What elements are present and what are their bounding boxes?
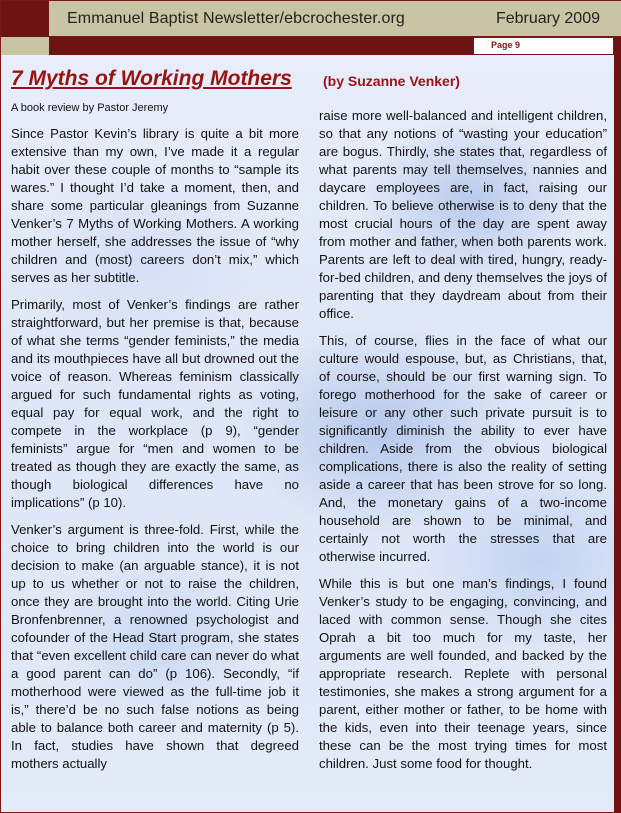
paragraph: This, of course, flies in the face of what our culture would espouse, but, as Christians, that, of course, should be our first warning sign. To forego motherhood for the sake of career or leisure or any other such private pursuit is to significantly diminish the ability to ever have children. Aside from the obvious biological complications, there is also the reality of setting aside a career that has been strove for so long. And, the monetary gains of a two-income household are shown to be minimal, and certainly not worth the stresses that are otherwise incurred. (319, 333, 607, 564)
issue-date: February 2009 (495, 10, 600, 27)
paragraph: While this is but one man’s findings, I found Venker’s study to be engaging, convincing, and laced with common sense. Though she cites Oprah a bit too much for my taste, her arguments are well founded, and backed by the appropriate research. Replete with personal testimonies, she makes a strong argument for a parent, either mother or father, to be home with the kids, even into their teenage years, since these can be the most trying times for most children. Just some food for thought. (319, 576, 607, 771)
article-title: 7 Myths of Working Mothers (11, 67, 292, 90)
paragraph: Since Pastor Kevin’s library is quite a bit more extensive than my own, I’ve made it a regular habit over these couple of months to “sample its wares.” I thought I’d take a moment, then, and share some particular gleanings from Suzanne Venker’s 7 Myths of Working Mothers. A working mother herself, she addresses the issue of “why children and (most) careers don’t mix,” which serves as her subtitle. (11, 126, 299, 285)
header-dark-strip (49, 37, 473, 55)
right-border-bar (614, 37, 621, 813)
header-khaki-strip (1, 37, 49, 55)
left-column (11, 125, 299, 782)
article-byline: (by Suzanne Venker) (323, 73, 460, 89)
newsletter-title: Emmanuel Baptist Newsletter/ebcrochester.org (67, 10, 405, 27)
reviewer-line: A book review by Pastor Jeremy (11, 102, 169, 114)
paragraph: raise more well-balanced and intelligent children, so that any notions of “wasting your education” are bogus. Thirdly, she states that, regardless of what parents may tell themselves, nannies and daycare employees are, in fact, raising our children. To believe otherwise is to deny that the most crucial hours of the day are spent away from mother and father, when both parents work. Parents are left to deal with tired, hungry, ready-for-bed children, and deny themselves the joys of parenting that they daydream about from their office. (319, 108, 607, 321)
right-column (319, 107, 607, 782)
paragraph: Venker’s argument is three-fold. First, while the choice to bring children into the world is our decision to make (an arguable stance), it is not up to us whether or not to raise the children, once they are brought into the world. Citing Urie Bronfenbrenner, a renowned psychologist and cofounder of the Head Start program, she states that “even excellent child care can never do what a good parent can do” (p 106). Secondly, “if motherhood were viewed as the full-time job it is,” there’d be no such false notions as being able to balance both career and maternity (p 5). In fact, studies have shown that degreed mothers actually (11, 522, 299, 771)
paragraph: Primarily, most of Venker’s findings are rather straightforward, but her premise is that, because of what she terms “gender feminists,” the media and its mouthpieces have all but drowned out the voice of reason. Whereas feminism classically argued for such fundamental rights as voting, equal pay for equal work, and the right to compete in the workplace (p 9), “gender feminists” argue for “men and women to be treated as though they are exactly the same, as though biological differences have no implications” (p 10). (11, 297, 299, 510)
page-number: Page 9 (491, 40, 521, 50)
